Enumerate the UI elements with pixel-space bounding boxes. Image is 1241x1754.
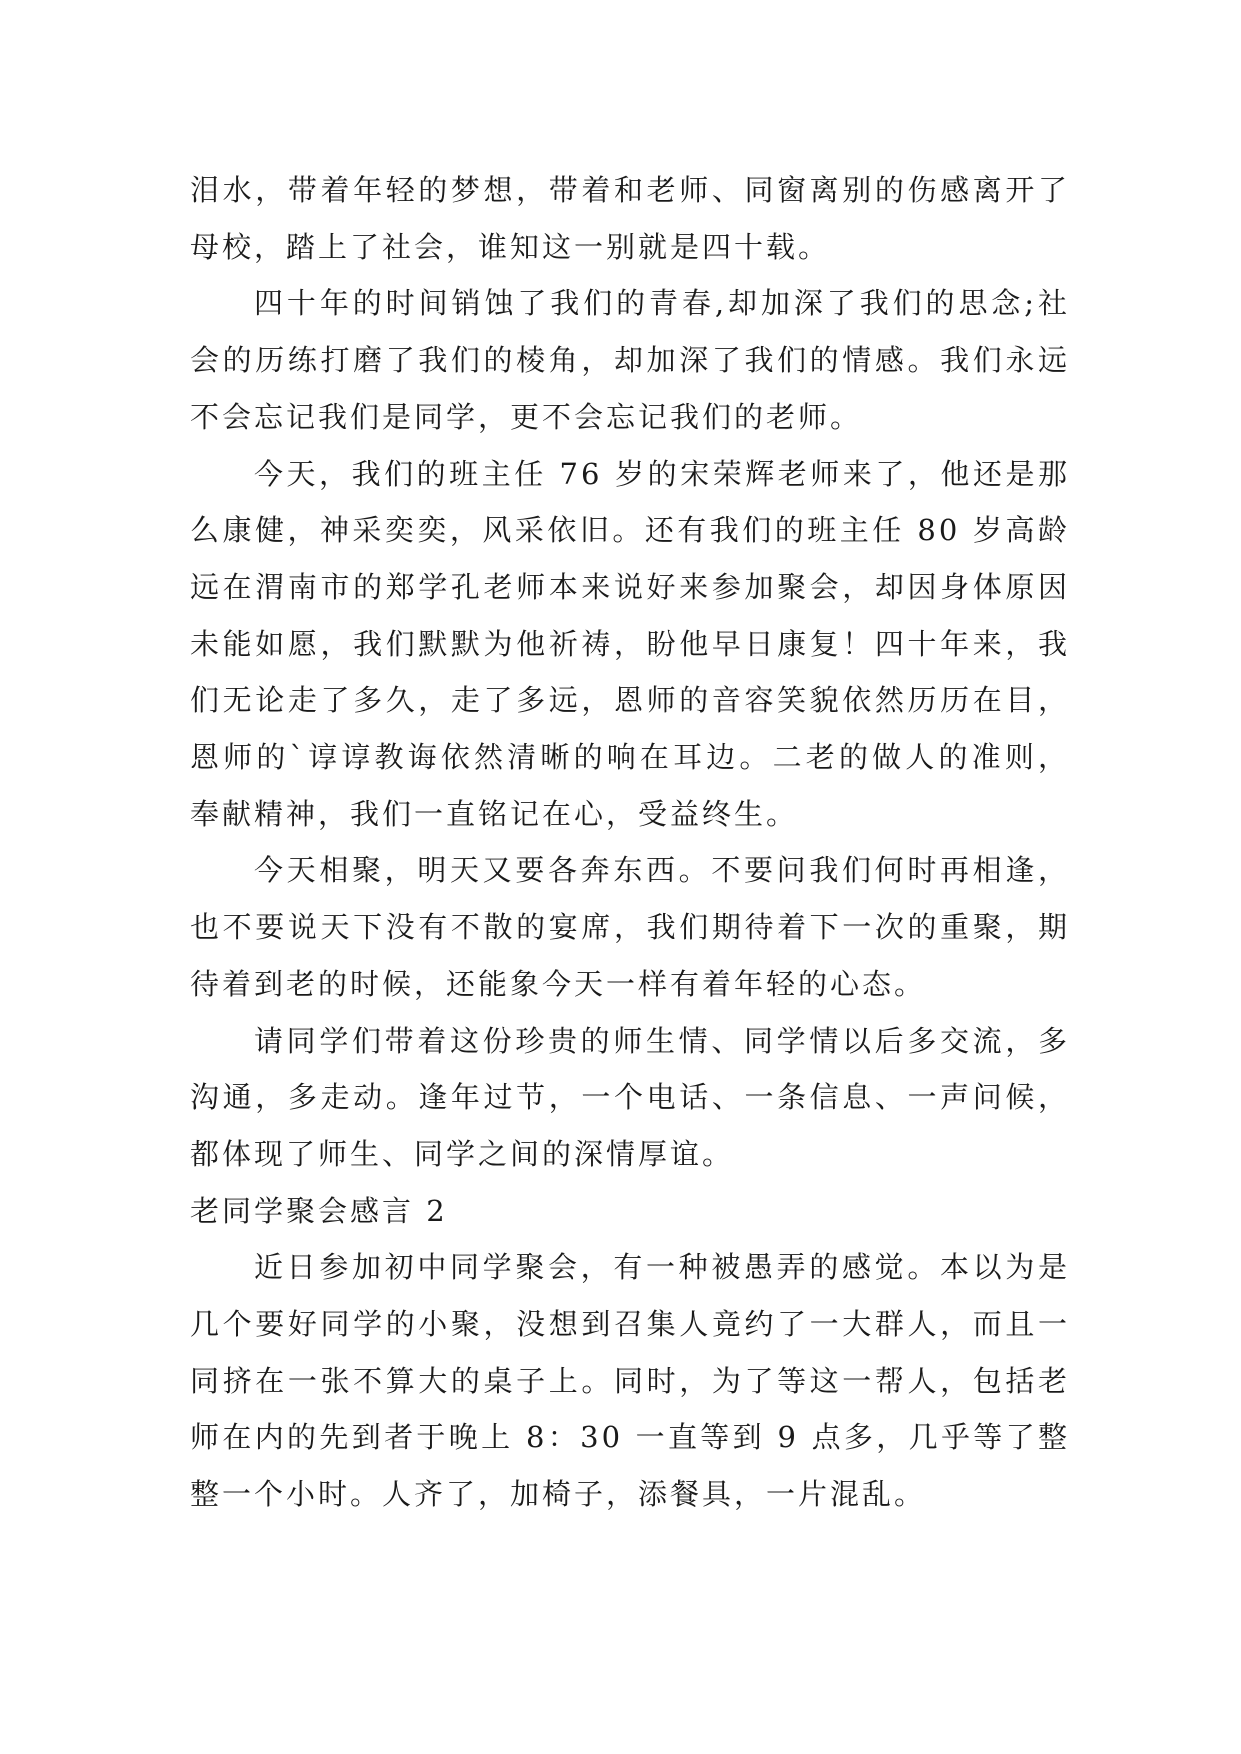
paragraph-1: 泪水，带着年轻的梦想，带着和老师、同窗离别的伤感离开了母校，踏上了社会，谁知这一别就是四十载。 [190,173,1070,264]
section-heading: 老同学聚会感言 2 [190,1193,448,1228]
paragraph-5: 请同学们带着这份珍贵的师生情、同学情以后多交流，多沟通，多走动。逢年过节，一个电话、一条信息、一声问候，都体现了师生、同学之间的深情厚谊。 [190,1023,1070,1171]
document-body [190,162,1070,1523]
paragraph-4: 今天相聚，明天又要各奔东西。不要问我们何时再相逢，也不要说天下没有不散的宴席，我们期待着下一次的重聚，期待着到老的时候，还能象今天一样有着年轻的心态。 [190,853,1070,1001]
paragraph-3: 今天，我们的班主任 76 岁的宋荣辉老师来了，他还是那么康健，神采奕奕，风采依旧。还有我们的班主任 80 岁高龄远在渭南市的郑学孔老师本来说好来参加聚会，却因身体原因未能如愿，我们默默为他祈祷，盼他早日康复！四十年来，我们无论走了多久，走了多远，恩师的音容笑貌依然历历在目，恩师的`谆谆教诲依然清晰的响在耳边。二老的做人的准则，奉献精神，我们一直铭记在心，受益终生。 [190,456,1070,831]
section-paragraph-1: 近日参加初中同学聚会，有一种被愚弄的感觉。本以为是几个要好同学的小聚，没想到召集人竟约了一大群人，而且一同挤在一张不算大的桌子上。同时，为了等这一帮人，包括老师在内的先到者于晚上 8：30 一直等到 9 点多，几乎等了整整一个小时。人齐了，加椅子，添餐具，一片混乱。 [190,1250,1070,1512]
paragraph-2: 四十年的时间销蚀了我们的青春,却加深了我们的思念;社会的历练打磨了我们的棱角，却加深了我们的情感。我们永远不会忘记我们是同学，更不会忘记我们的老师。 [190,286,1070,434]
